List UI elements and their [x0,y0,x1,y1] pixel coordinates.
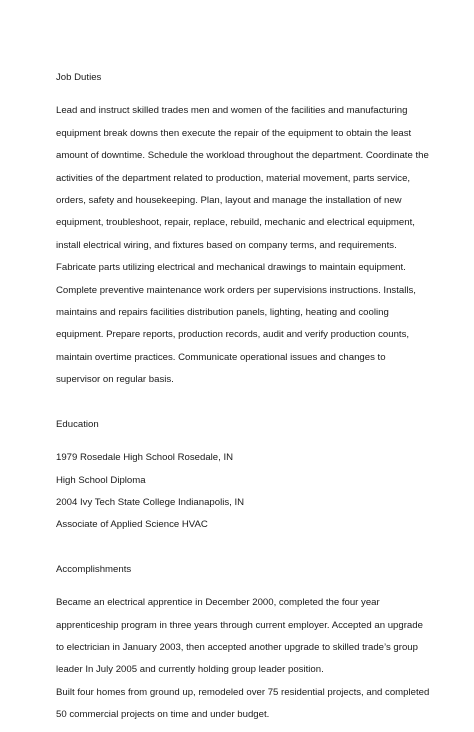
accomplishments-line: to electrician in January 2003, then accepted another upgrade to skilled trade’s group [56,641,418,653]
job-duties-line: equipment, troubleshoot, repair, replace, rebuild, mechanic and electrical equipment, [56,217,415,229]
job-duties-section [56,72,456,397]
accomplishments-section [56,564,456,732]
accomplishments-line: apprenticeship program in three years through current employer. Accepted an upgrade [56,619,423,631]
education-line: 1979 Rosedale High School Rosedale, IN [56,452,234,464]
accomplishments-heading: Accomplishments [56,563,132,575]
accomplishments-line: Built four homes from ground up, remodeled over 75 residential projects, and completed [56,686,430,698]
job-duties-text [56,94,456,396]
job-duties-line: orders, safety and housekeeping. Plan, layout and manage the installation of new [56,195,402,207]
education-line: 2004 Ivy Tech State College Indianapolis, IN [56,496,245,508]
resume-page [56,72,456,732]
accomplishments-text [56,586,456,732]
job-duties-heading: Job Duties [56,72,102,83]
job-duties-line: equipment break downs then execute the repair of the equipment to obtain the least [56,127,412,139]
education-line: High School Diploma [56,474,146,486]
education-section [56,419,456,542]
accomplishments-line: leader In July 2005 and currently holding group leader position. [56,664,324,676]
job-duties-line: equipment. Prepare reports, production records, audit and verify production counts, [56,329,410,341]
job-duties-line: supervisor on regular basis. [56,374,174,386]
education-text [56,441,456,542]
education-heading: Education [56,418,99,430]
accomplishments-line: Became an electrical apprentice in December 2000, completed the four year [56,597,380,609]
job-duties-line: activities of the department related to production, material movement, parts service, [56,172,411,184]
job-duties-line: Lead and instruct skilled trades men and women of the facilities and manufacturing [56,105,408,117]
education-line: Associate of Applied Science HVAC [56,519,208,531]
job-duties-line: maintain overtime practices. Communicate operational issues and changes to [56,351,386,363]
job-duties-line: Fabricate parts utilizing electrical and mechanical drawings to maintain equipment. [56,262,406,274]
job-duties-line: amount of downtime. Schedule the workload throughout the department. Coordinate the [56,150,429,162]
accomplishments-line: 50 commercial projects on time and under budget. [56,709,270,721]
job-duties-line: install electrical wiring, and fixtures based on company terms, and requirements. [56,239,397,251]
job-duties-line: maintains and repairs facilities distribution panels, lighting, heating and cooling [56,307,389,319]
job-duties-line: Complete preventive maintenance work orders per supervisions instructions. Installs, [56,284,416,296]
